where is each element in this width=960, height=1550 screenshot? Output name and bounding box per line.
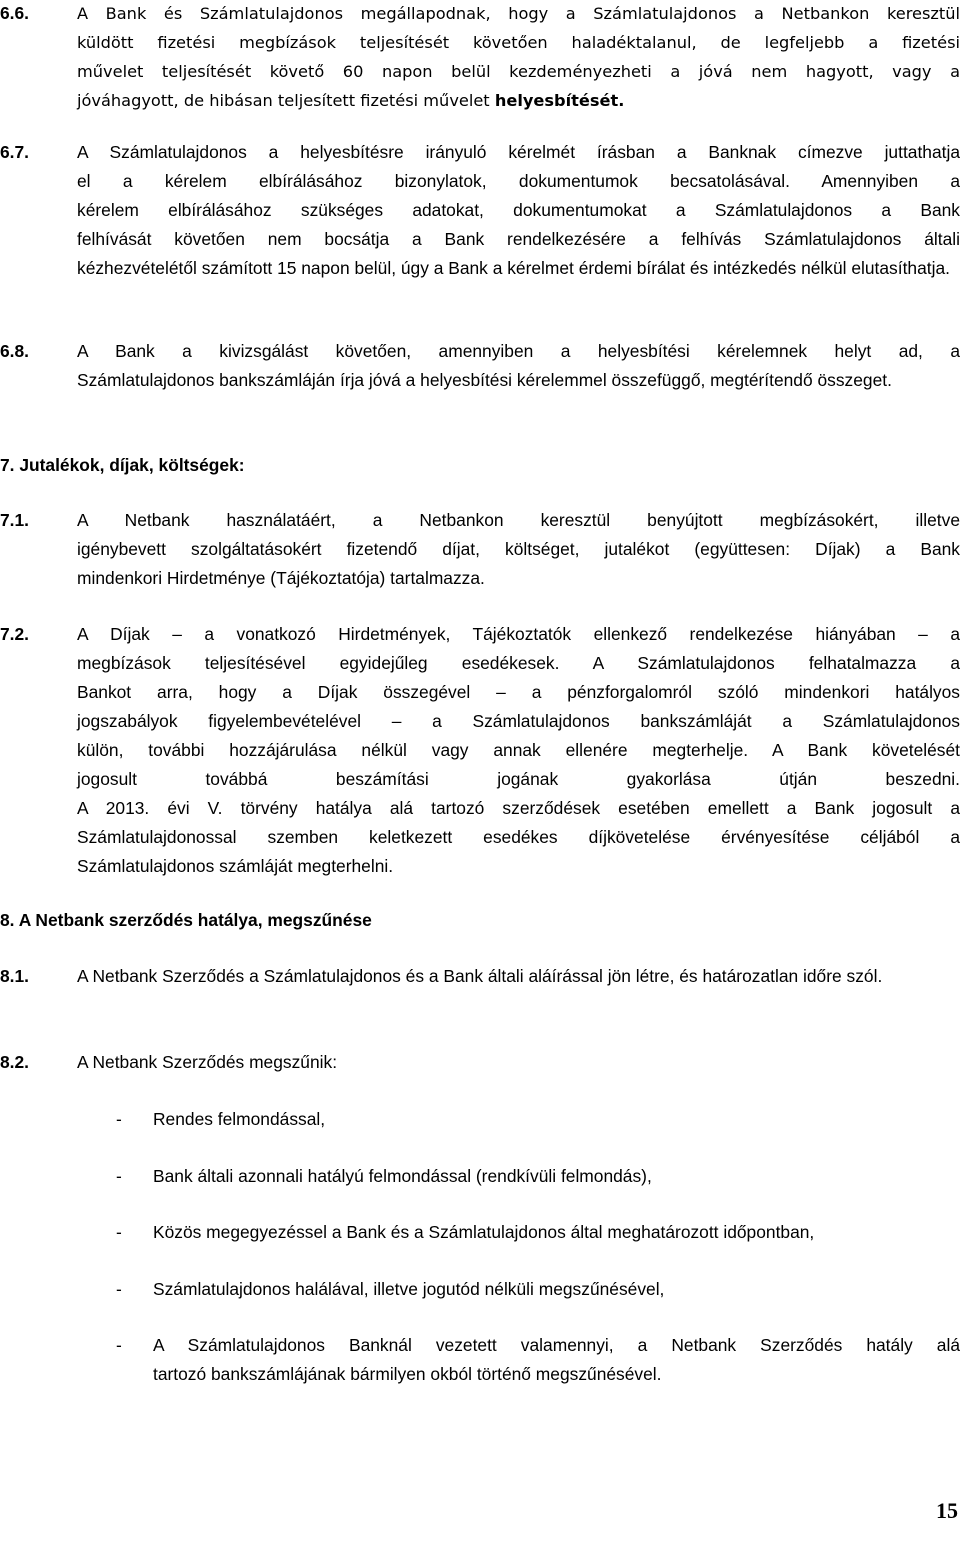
list-item-text	[153, 1162, 960, 1191]
list-dash: -	[116, 1279, 122, 1299]
paragraph-line: mindenkori Hirdetménye (Tájékoztatója) tartalmazza.	[77, 568, 485, 588]
section-number-6-8: 6.8.	[0, 341, 30, 361]
paragraph-line: Bankot arra, hogy a Díjak összegével – a pénzforgalomról szóló mindenkori hatályos	[77, 682, 960, 702]
paragraph-line: Számlatulajdonos számláját megterhelni.	[77, 856, 394, 876]
paragraph-line: A Bank a kivizsgálást követően, amennyiben a helyesbítési kérelemnek helyt ad, a	[77, 341, 960, 361]
paragraph-6-7	[77, 138, 960, 283]
list-dash: -	[116, 1222, 122, 1242]
page-number: 15	[936, 1498, 958, 1523]
paragraph-8-2	[77, 1048, 960, 1077]
paragraph-line: A Bank és Számlatulajdonos megállapodnak, hogy a Számlatulajdonos a Netbankon keresztül	[77, 4, 960, 23]
paragraph-line: A Netbank Szerződés megszűnik:	[77, 1052, 338, 1072]
section-number-8-1: 8.1.	[0, 966, 30, 986]
list-line: Rendes felmondással,	[153, 1109, 326, 1129]
section-number-7-2: 7.2.	[0, 624, 30, 644]
paragraph-line: külön, további hozzájárulása nélkül vagy annak ellenére megterhelje. A Bank követelését	[77, 740, 960, 760]
paragraph-line: nélkül elutasíthatja.	[801, 258, 950, 278]
section-heading-7: 7. Jutalékok, díjak, költségek:	[0, 455, 245, 475]
paragraph-line: Számlatulajdonos bankszámláján írja jóvá a helyesbítési kérelemmel összefüggő,	[77, 370, 706, 390]
paragraph-line: művelet teljesítését követő 60 napon belül kezdeményezheti a jóvá nem hagyott, vagy a	[77, 62, 960, 81]
paragraph-8-1	[77, 962, 960, 991]
section-heading-8: 8. A Netbank szerződés hatálya, megszűnése	[0, 910, 372, 930]
paragraph-line: megbízások teljesítésével egyidejűleg esedékesek. A Számlatulajdonos felhatalmazza a	[77, 653, 960, 673]
paragraph-line: igénybevett szolgáltatásokért fizetendő díjat, költséget, jutalékot (együttesen: Díjak) a Bank	[77, 539, 960, 559]
paragraph-line: A Netbank Szerződés a Számlatulajdonos és a Bank általi aláírással jön létre, és határozatlan	[77, 966, 799, 986]
list-item-text	[153, 1331, 960, 1389]
paragraph-6-6	[77, 0, 960, 115]
list-line: Közös megegyezéssel a Bank és a Számlatulajdonos által meghatározott időpontban,	[153, 1222, 815, 1242]
list-line: Bank általi azonnali hatályú felmondással (rendkívüli felmondás),	[153, 1166, 652, 1186]
paragraph-line: A Díjak – a vonatkozó Hirdetmények, Tájékoztatók ellenkező rendelkezése hiányában – a	[77, 624, 960, 644]
list-line: Számlatulajdonos halálával, illetve jogutód nélküli megszűnésével,	[153, 1279, 665, 1299]
list-line: A Számlatulajdonos Banknál vezetett valamennyi, a Netbank Szerződés hatály alá	[153, 1335, 960, 1355]
section-number-6-6: 6.6.	[0, 3, 30, 23]
paragraph-text: jóváhagyott, de hibásan teljesített fizetési művelet	[77, 91, 495, 110]
list-line: tartozó bankszámlájának bármilyen okból történő megszűnésével.	[153, 1364, 662, 1384]
paragraph-line: küldött fizetési megbízások teljesítését követően haladéktalanul, de legfeljebb a fizetési	[77, 33, 960, 52]
paragraph-6-8	[77, 337, 960, 395]
list-item-text	[153, 1218, 960, 1247]
paragraph-line: A Netbank használatáért, a Netbankon keresztül benyújtott megbízásokért, illetve	[77, 510, 960, 530]
paragraph-line: felhívását követően nem bocsátja a Bank rendelkezésére a felhívás Számlatulajdonos általi	[77, 229, 960, 249]
paragraph-line: el a kérelem elbírálásához bizonylatok, dokumentumok becsatolásával. Amennyiben a	[77, 171, 960, 191]
paragraph-line: A Számlatulajdonos a helyesbítésre irányuló kérelmét írásban a Banknak címezve juttathatja	[77, 142, 960, 162]
paragraph-line: jogosult továbbá beszámítási jogának gyakorlása útján beszedni.	[77, 769, 960, 789]
paragraph-line: kézhezvételétől számított 15 napon belül, úgy a Bank a kérelmet érdemi bírálat és intézkedés	[77, 258, 797, 278]
list-item-text	[153, 1105, 960, 1134]
paragraph-bold-text: helyesbítését.	[494, 91, 625, 110]
paragraph-line: Számlatulajdonossal szemben keletkezett esedékes díjkövetelése érvényesítése céljából a	[77, 827, 960, 847]
paragraph-line: megtérítendő összeget.	[710, 370, 892, 390]
list-dash: -	[116, 1335, 122, 1355]
paragraph-7-1	[77, 506, 960, 593]
paragraph-line: időre szól.	[803, 966, 883, 986]
list-dash: -	[116, 1166, 122, 1186]
paragraph-line: kérelem elbírálásához szükséges adatokat, dokumentumokat a Számlatulajdonos a Bank	[77, 200, 960, 220]
paragraph-7-2	[77, 620, 960, 881]
section-number-7-1: 7.1.	[0, 510, 30, 530]
section-number-6-7: 6.7.	[0, 142, 30, 162]
list-item-text	[153, 1275, 960, 1304]
paragraph-line: jogszabályok figyelembevételével – a Számlatulajdonos bankszámláját a Számlatulajdonos	[77, 711, 960, 731]
paragraph-line: A 2013. évi V. törvény hatálya alá tartozó szerződések esetében emellett a Bank jogosult a	[77, 798, 960, 818]
list-dash: -	[116, 1109, 122, 1129]
section-number-8-2: 8.2.	[0, 1052, 30, 1072]
paragraph-line	[77, 91, 624, 110]
